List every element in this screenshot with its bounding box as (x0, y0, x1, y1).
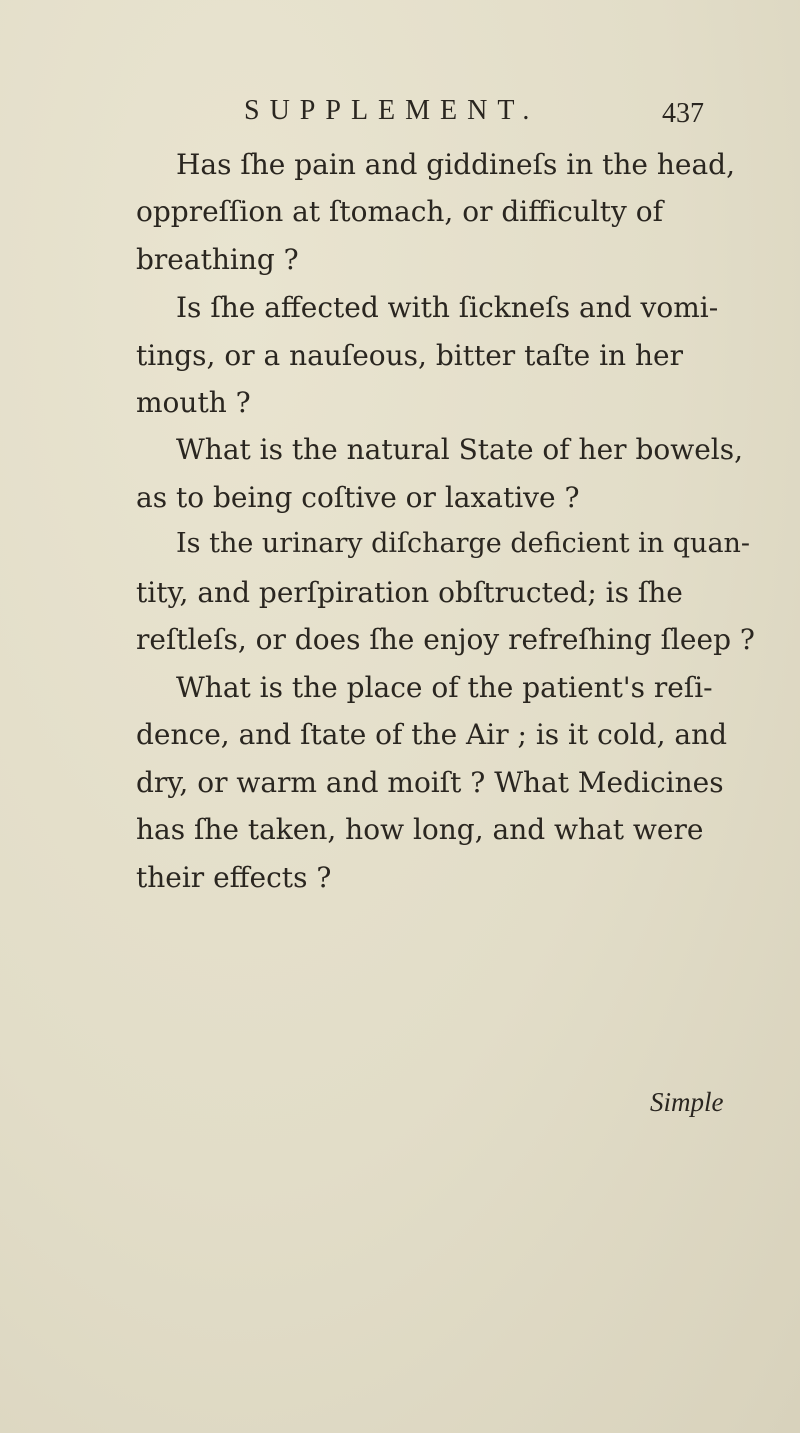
text-line: Has ſhe pain and giddineſs in the head, (176, 148, 735, 181)
text-line: mouth ? (136, 386, 251, 419)
running-header: SUPPLEMENT. (244, 95, 540, 126)
page-number: 437 (662, 98, 704, 129)
text-line: tings, or a nauſeous, bitter taſte in her (136, 339, 683, 372)
text-line: oppreſſion at ſtomach, or difficulty of (136, 195, 663, 228)
text-line: Is the urinary diſcharge deficient in quan- (176, 528, 751, 559)
text-line: has ſhe taken, how long, and what were (136, 813, 704, 846)
text-line: as to being coſtive or laxative ? (136, 481, 580, 514)
text-line: Is ſhe affected with ſickneſs and vomi- (176, 291, 719, 324)
text-line: tity, and perſpiration obſtructed; is ſhe (136, 576, 683, 609)
text-line: breathing ? (136, 243, 299, 276)
text-line: What is the place of the patient's reſi- (176, 671, 713, 704)
catchword: Simple (650, 1087, 724, 1117)
text-line: What is the natural State of her bowels, (176, 433, 743, 466)
text-line: reſtleſs, or does ſhe enjoy refreſhing ſleep ? (136, 623, 755, 656)
text-line: their effects ? (136, 861, 332, 894)
text-line: dence, and ſtate of the Air ; is it cold, and (136, 718, 728, 751)
text-line: dry, or warm and moiſt ? What Medicines (136, 766, 724, 799)
